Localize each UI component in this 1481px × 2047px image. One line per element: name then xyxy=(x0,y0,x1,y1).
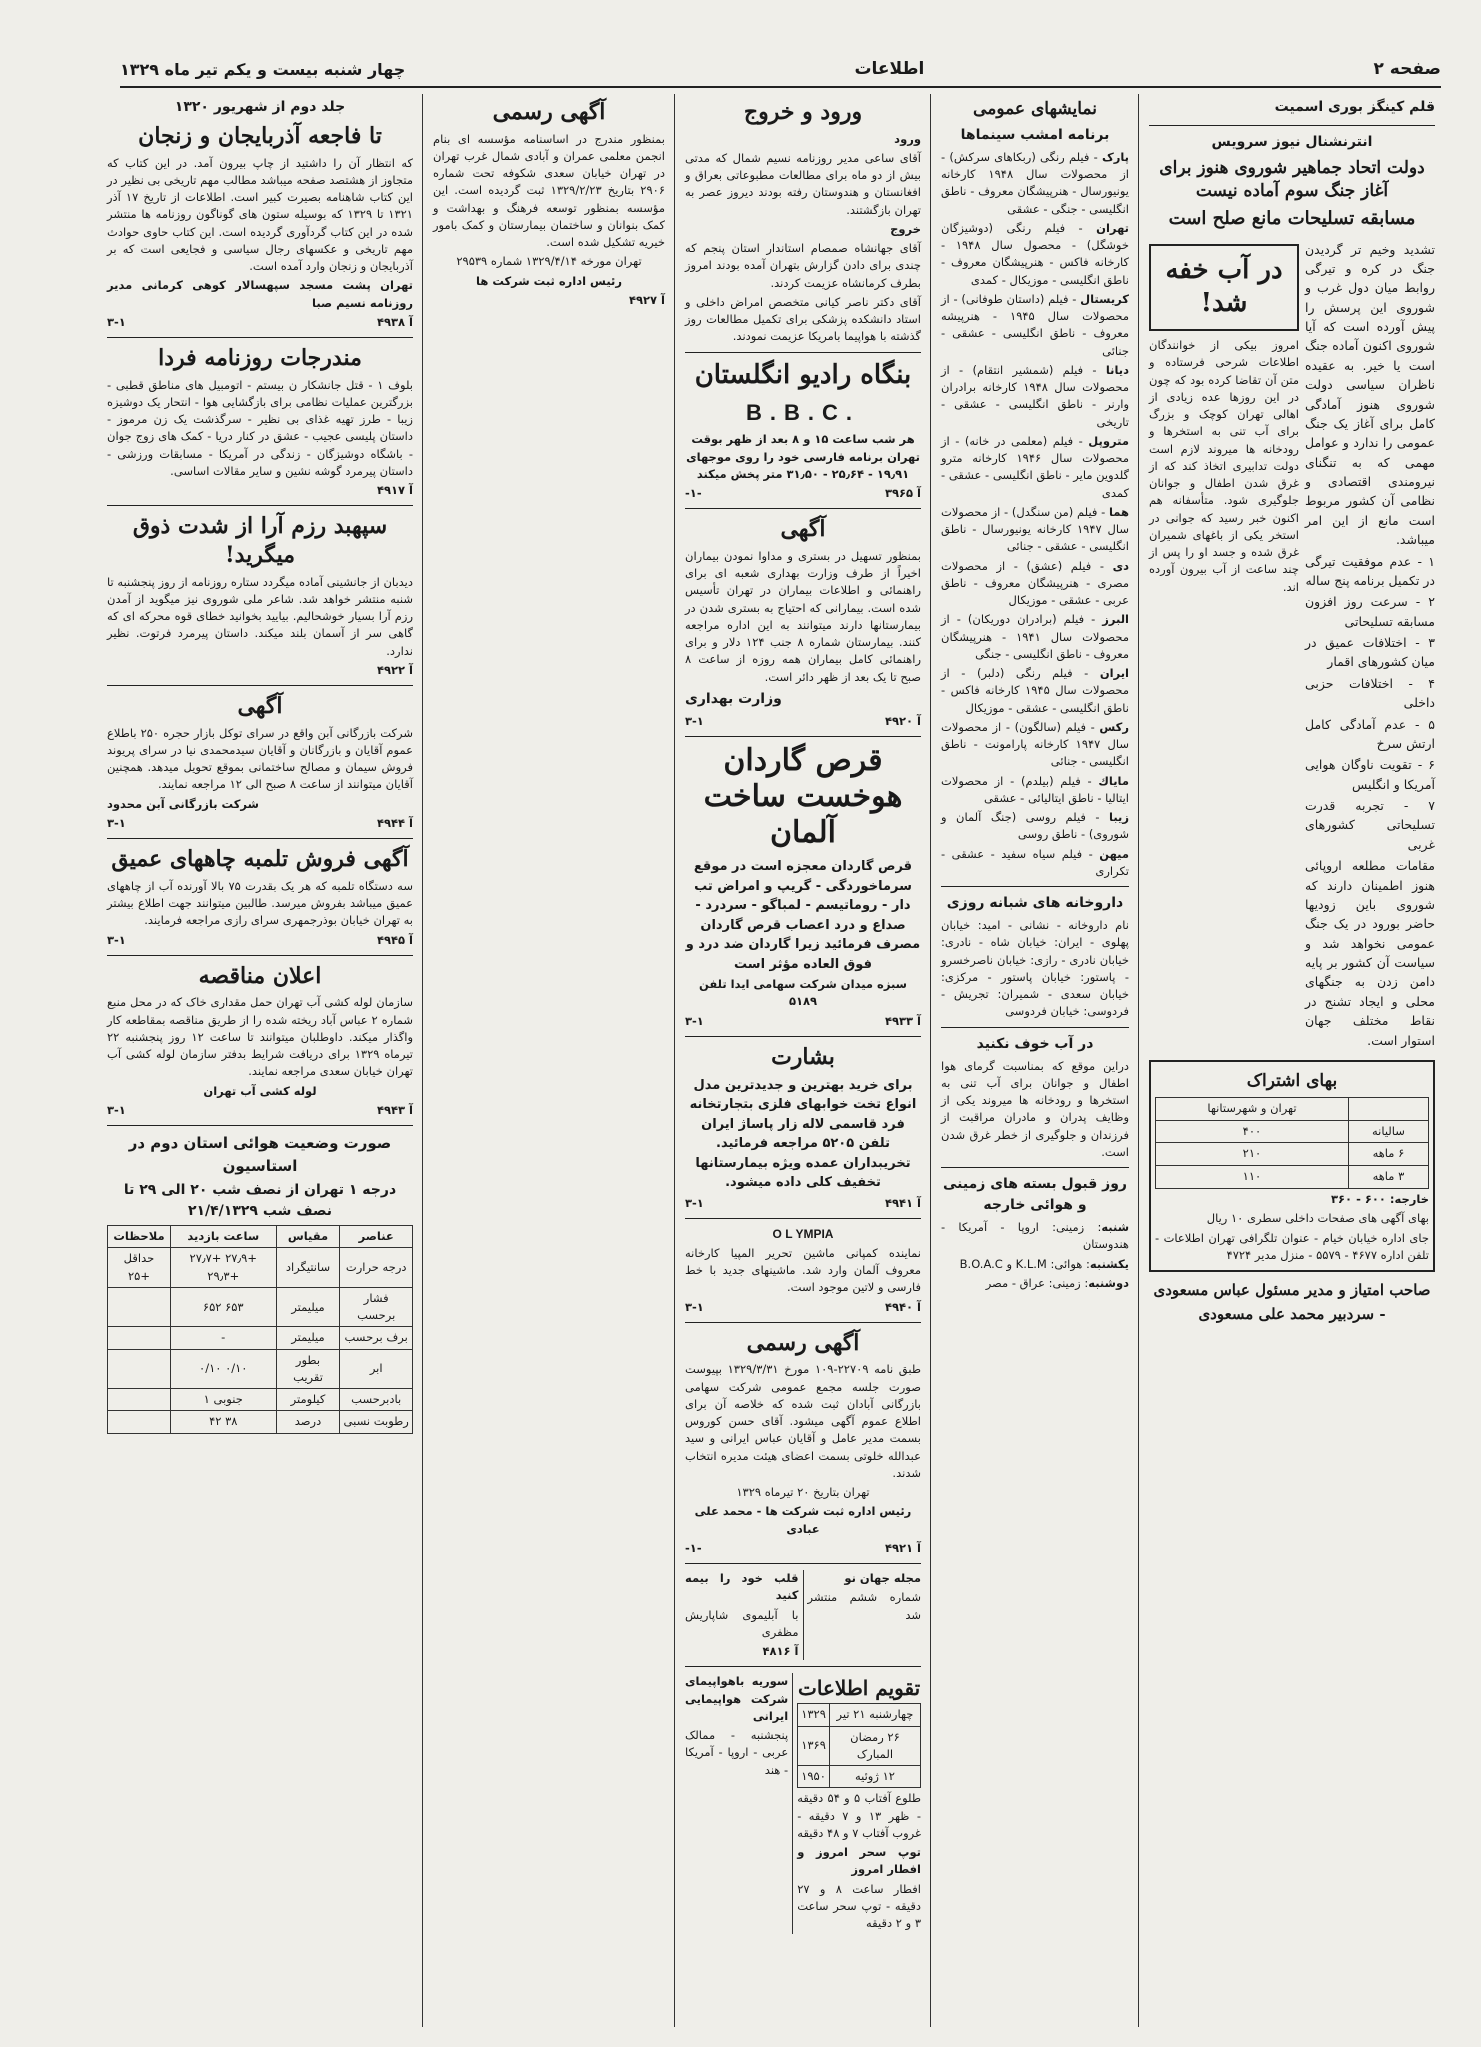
table-cell: ۳ ماهه xyxy=(1348,1166,1428,1189)
table-cell: ۱۱۰ xyxy=(1156,1166,1349,1189)
tender-body: سازمان لوله کشی آب تهران حمل مقداری خاک که در محل منبع شماره ۲ عباس آباد ریخته شده را از طریق مناقصه بمقاطعه کار واگذار میکند. داوطلبان میتوانند تا ساعت ۱۲ روز پنجشنبه ۲۲ تیرماه ۱۳۲۹ برای دریافت شرایط بدفتر سازمان لوله کشی آب تهران خیابان سعدی مراجعه نمایند. xyxy=(107,995,413,1079)
list-item: پارک - فیلم رنگی (ربکاهای سرکش) - از محصولات سال ۱۹۴۸ کارخانه یونیورسال - هنرپیشگان معروف - ناطق انگلیسی - جنگی - عشقی xyxy=(941,149,1129,216)
danger-body: دراین موقع که بمناسبت گرمای هوا اطفال و جوانان برای آب تنی به استخرها و رودخانه‌ ها میروند یکی از وظایف پدران و مادران مراقبت از فرزندان و جلوگیری از خطر غرق شدن است. xyxy=(941,1058,1129,1159)
gardan-ad-body: قرص گاردان معجزه است در موقع سرماخوردگی - گریپ و امراض تب دار - روماتیسم - لمباگو - سردرد - صداع و درد اعصاب قرص گاردان مصرف فرمائید زیرا گاردان ضد درد و فوق العاده مؤثر است xyxy=(685,859,921,972)
table-cell: ۲۱۰ xyxy=(1156,1143,1349,1166)
list-item: یکشنبه: هوائی: K.L.M و B.O.A.C xyxy=(959,1256,1129,1271)
post-box xyxy=(685,1673,793,1934)
tender-title: اعلان مناقصه xyxy=(198,962,322,989)
subscription-title: بهای اشتراک xyxy=(1246,1070,1338,1091)
table-cell: سالیانه xyxy=(1348,1120,1428,1143)
list-item: ۶ - تقویت ناوگان هوایی آمریکا و انگلیس xyxy=(1305,757,1435,792)
post-body: پنجشنبه - ممالک عربی - اروپا - آمریکا - هند xyxy=(685,1728,789,1777)
official-body: بمنظور مندرج در اساسنامه مؤسسه ای بنام انجمن معلمی عمران و آبادی شمال غرب تهران در تهران خیابان سعدی شکوفه تحت شماره ۲۹۰۶ بتاریخ ۱۳۲۹/۲/۲۳ ثبت گردیده است. این مؤسسه بمنظور توسعه فرهنگ و بهداشت و کمک بنوانان و ساختمان بیمارستان و کمک بامور خیریه تشکیل شده است. xyxy=(433,131,666,250)
table-row xyxy=(1156,1120,1429,1143)
list-item: ۵ - عدم آمادگی کامل ارتش سرخ xyxy=(1305,716,1435,751)
departure-label: خروج xyxy=(890,221,921,236)
calendar-box xyxy=(797,1673,921,1934)
official-sign: رئیس اداره ثبت شرکت ها xyxy=(476,273,622,288)
list-item: ۱ - عدم موفقیت تیرگی در تکمیل برنامه پنج ساله xyxy=(1305,553,1435,588)
divider xyxy=(107,955,413,956)
cannon-body: افطار ساعت ۸ و ۲۷ دقیقه - توپ سحر ساعت ۳ و ۲ دقیقه xyxy=(797,1881,921,1931)
masthead xyxy=(120,52,1441,88)
table-row xyxy=(1156,1143,1429,1166)
list-item: تهران - فیلم رنگی (دوشیزگان خوشگل) - محصول سال ۱۹۴۸ - کارخانه فاکس - هنرپیشگان معروف - ناطق انگلیسی - موزیکال - کمدی xyxy=(941,220,1129,287)
owner-signature: صاحب امتیاز و مدیر مسئول عباس مسعودی - سردبیر محمد علی مسعودی xyxy=(1153,1281,1431,1324)
drowning-box xyxy=(1149,238,1299,1052)
tomorrow-title: مندرجات روزنامه فردا xyxy=(158,345,362,372)
page-number: صفحه ۲ xyxy=(1373,59,1441,79)
pump-body: سه دستگاه تلمبه که هر یک بقدرت ۷۵ بالا آورنده آب از چاههای عمیق میباشد بفروش میرسد. طالبین میتوانند جهت اطلاع بیشتر به تهران خیابان بوذرجمهری سرای رازی مراجعه فرمایند. xyxy=(107,878,413,928)
book-series: جلد دوم از شهریور ۱۳۲۰ xyxy=(174,99,346,115)
tender-sign: لوله کشی آب تهران xyxy=(203,1083,317,1098)
section-title: نمایشهای عمومی xyxy=(973,99,1097,119)
article-body xyxy=(1305,238,1435,1052)
column-2 xyxy=(935,94,1135,2027)
divider xyxy=(107,838,413,839)
table-cell: ۴۰۰ xyxy=(1156,1120,1349,1143)
danger-title: در آب خوف نکنید xyxy=(976,1035,1094,1052)
table-header-row: عناصر مقیاس ساعت بازدید ملاحظات xyxy=(108,1226,413,1248)
table-cell: تهران و شهرستانها xyxy=(1156,1097,1349,1120)
list-item: کریستال - فیلم (داستان طوفانی) - از محصولات سال ۱۹۴۵ - هنرپیشه معروف - ناطق انگلیسی - عشقی - جنائی xyxy=(941,291,1129,358)
table-row: درجه حرارت سانتیگراد +۲۷٫۹ +۲۷٫۷ +۲۹٫۳ حداقل +۲۵ xyxy=(108,1248,413,1288)
good-news-body: برای خرید بهترین و جدیدترین مدل انواع تخت خوابهای فلزی بتجارتخانه فرد قاسمی لاله زار پاساژ ایران تلفن ۵۲۰۵ مراجعه فرمائید. تخریبداران عمده ویژه بیمارستانها تخفیف کلی داده میشود. xyxy=(689,1077,917,1191)
table-row xyxy=(1156,1097,1429,1120)
notice-title: آگهی xyxy=(237,693,283,720)
arrivals-title: ورود و خروج xyxy=(743,99,863,125)
divider xyxy=(685,352,921,353)
ad-reference: آ ۳۹۶۵ -۱- xyxy=(685,486,921,501)
table-row: ابر بطور تقریب ۰/۱۰ ۰/۱۰ xyxy=(108,1349,413,1389)
list-item: دیانا - فیلم (شمشیر انتقام) - از محصولات سال ۱۹۴۸ کارخانه برادران وارنر - ناطق انگلیسی - عشقی - تاریخی xyxy=(941,362,1129,429)
foreign-price: خارجه: ۶۰۰ - ۳۶۰ xyxy=(1331,1192,1429,1207)
calendar-table xyxy=(797,1703,921,1788)
cinema-list xyxy=(941,149,1129,880)
drowning-body: امروز بیکی از خوانندگان اطلاعات شرحی فرستاده و متن آن تقاضا کرده بود که چون در این روزها عده زیادی از اهالی تهران کوچک و بزرگ برای آب تنی به استخرها و رودخانه‌ ها میروند لازم است دولت تدابیری اتخاذ کند که از غرق شدن اطفال و جوانان جلوگیری شود. متأسفانه هم اکنون خبر رسید که جوانی در استخر یکی از باغهای شمیران غرق شده و جسد او را پس از چند ساعت از آب بیرون آورده‌ اند. xyxy=(1149,338,1299,594)
official-date: تهران بتاریخ ۲۰ تیرماه ۱۳۲۹ xyxy=(736,1485,870,1500)
table-cell xyxy=(1348,1097,1428,1120)
article-body-row xyxy=(1149,238,1435,1052)
divider xyxy=(107,337,413,338)
article-paragraph: مقامات مطلعه اروپائی هنوز اطمینان دارند که شوروی باین زودیها حاضر بورود در یک جنگ عمومی نخواهد شد و سیاست آن کشور بر پایه دامن زدن به جنگهای محلی و ایجاد تشنج در نقاط مختلف جهان استوار است. xyxy=(1305,858,1435,1048)
ad-reference: آ ۴۹۱۷ xyxy=(376,483,413,498)
book-ad: قلب خود را بیمه کنید با آبلیموی شاپاریش مظفری آ ۴۸۱۶ xyxy=(685,1570,799,1660)
list-item: ۲ - سرعت روز افزون مسابقه تسلیحاتی xyxy=(1305,594,1435,629)
section-subtitle: برنامه امشب سینماها xyxy=(960,126,1110,143)
official-sign: رئیس اداره ثبت شرکت ها - محمد علی عبادی xyxy=(694,1504,912,1536)
table-cell: ۶ ماهه xyxy=(1348,1143,1428,1166)
post-title: سوریه باهواپیمای شرکت هواپیمایی ایرانی xyxy=(685,1674,789,1723)
paper-name: اطلاعات xyxy=(854,59,925,79)
divider xyxy=(685,736,921,737)
olympia-logo: O L YMPIA xyxy=(772,1226,834,1241)
article-subhead: مسابقه تسلیحات مانع صلح است xyxy=(1168,208,1416,230)
list-item: ۳ - اختلافات عمیق در میان کشورهای اقمار xyxy=(1305,635,1435,670)
ad-reference: آ ۴۹۴۳ ۳-۱ xyxy=(107,1102,413,1117)
column-rule xyxy=(674,94,675,2027)
book-body: که انتظار آن را داشتید از چاپ بیرون آمد. در این کتاب که متجاوز از هشتصد صفحه میباشد مطالب مهم تاریخی بی‌ نظیر در این کتاب شاهنامه بصیرت کبیر است. اطلاعات از تاریخ ۱۷ آذر ۱۳۲۱ تا ۱۳۲۹ که بوسیله ستون های گوناگون روزنامه‌ ها منتشر شده در این کتاب گردآوری گردیده است. این کتاب حاوی حوادث مهم تاریخی و عکسهای رجال سیاسی و فجایعی است که بر آذربایجان و زنجان وارد آمده است. xyxy=(107,155,413,274)
weather-subtitle: درجه ۱ تهران از نصف شب ۲۰ الی ۲۹ تا نصف شب ۲۱/۴/۱۳۲۹ xyxy=(123,1182,397,1220)
article-headline: دولت اتحاد جماهیر شوروی هنوز برای آغاز جنگ سوم آماده نیست xyxy=(1159,158,1425,202)
column-4 xyxy=(427,94,671,2027)
sun-times: طلوع آفتاب ۵ و ۵۴ دقیقه - ظهر ۱۳ و ۷ دقیقه - غروب آفتاب ۷ و ۴۸ دقیقه xyxy=(797,1791,921,1840)
gardan-ad-title: قرص گاردان هوخست ساخت آلمان xyxy=(703,743,903,851)
list-item: رکس - فیلم (سالگون) - از محصولات سال ۱۹۴۷ کارخانه پارامونت - ناطق انگلیسی - جنائی xyxy=(941,719,1129,769)
table-row: ۱۲ ژوئیه ۱۹۵۰ xyxy=(798,1766,921,1788)
issue-date: چهار شنبه بیست و یکم تیر ماه ۱۳۲۹ xyxy=(120,59,406,79)
ad-reference: آ ۴۹۴۰ ۳-۱ xyxy=(685,1299,921,1314)
ad-reference: آ ۴۹۳۸ ۳-۱ xyxy=(107,314,413,329)
novel-body: دیدبان از جانشینی آماده میگردد ستاره روزنامه از روز پنجشنبه تا شنبه منتشر خواهد شد. شاعر ملی شوروی نیز میگوید از آمدن رزم آرا بسیار خوشحالیم. بیایید بخوانید خطای قوه محرکه ای که گاهی سر از آسمان بلند میکند. داستان پیرمرد فرتوت. نظیر ندارد. xyxy=(107,574,413,658)
gardan-ad-agent: سبزه میدان شرکت سهامی ایدا تلفن ۵۱۸۹ xyxy=(699,977,907,1009)
list-item: البرز - فیلم (برادران دوریکان) - از محصولات سال ۱۹۴۱ - هنرپیشگان معروف - ناطق انگلیسی - جنگی xyxy=(941,612,1129,661)
departure-body: آقای جهانشاه صمصام استاندار استان پنجم که چندی برای دادن گزارش بتهران آمده بودند امروز بطرف کرمانشاه عزیمت کردند. xyxy=(685,241,921,290)
calendar-title: تقویم اطلاعات xyxy=(798,1676,921,1701)
weather-title: صورت وضعیت هوائی استان دوم در استاسیون xyxy=(128,1134,392,1175)
ad-reference: آ ۴۹۲۲ xyxy=(376,662,413,677)
list-item: شنبه: زمینی: اروپا - آمریکا - هندوستان xyxy=(941,1220,1129,1252)
list-item: متروپل - فیلم (معلمی در خانه) - از محصولات سال ۱۹۴۶ کارخانه مترو گلدوین مایر - ناطق انگلیسی - عشقی - کمدی xyxy=(941,433,1129,500)
notice-body: بمنظور تسهیل در بستری و مداوا نمودن بیماران اخیراً از طرف وزارت بهداری شعبه ای برای راهنمائی و اطلاعات بیماران در تهران تأسیس شده است. بیمارانی که احتیاج به بستری شدن در بیمارستانها دارند میتوانند به این اداره مراجعه کنند. بیمارستان شماره ۸ جنب ۱۲۴ دلار و برای راهنمائی کامل بیماران همه روزه از ساعت ۸ صبح تا یک بعد از ظهر دائر است. xyxy=(685,548,922,684)
table-row: فشار برحسب میلیمتر ۶۵۳ ۶۵۲ xyxy=(108,1287,413,1327)
book-ads xyxy=(685,1570,921,1660)
list-item: دی - فیلم (عشق) - از محصولات مصری - هنرپیشگان معروف - ناطق عربی - عشقی - موزیکال xyxy=(941,558,1130,608)
divider xyxy=(685,1666,921,1667)
novel-title: سپهبد رزم آرا از شدت ذوق میگرید! xyxy=(132,513,388,569)
pharmacy-body: نام داروخانه - نشانی - امید: خیابان پهلوی - ایران: خیابان شاه - نادری: خیابان نادری - رازی: خیابان ناصرخسرو - پاستور: خیابان پاستور - مرکزی: خیابان سعدی - شمیران: تجریش - فردوسی: خیابان فردوسی xyxy=(941,918,1129,1019)
pump-title: آگهی فروش تلمبه چاههای عمیق xyxy=(111,846,409,873)
book-title: تا فاجعه آذربایجان و زنجان xyxy=(138,123,382,149)
ad-reference: آ ۴۹۴۱ ۳-۱ xyxy=(685,1195,921,1210)
ad-reference: آ ۴۹۲۰ ۳-۱ xyxy=(685,713,921,728)
list-item: دوشنبه: زمینی: عراق - مصر xyxy=(985,1275,1129,1290)
column-5 xyxy=(101,94,419,2027)
tomorrow-body: بلوف ۱ - قتل جانشکار ن بیستم - اتومبیل های مناطق قطبی - بزرگترین عملیات نظامی برای بازگشایی هوا - انتحار یک دوشیزه زیبا - طرز تهیه غذای بی‌ نظیر - سرگذشت یک زن مرموز - داستان پلیسی عجیب - عشق در کنار دریا - کمک های زوج جوان - باشگاه دوشیزگان - زندگی در آمریکا - مسابقات ورزشی - داستان پیرمرد گوشه نشین و سایر مقالات اساسی. xyxy=(107,377,413,478)
ads-price: بهای آگهی‌ های صفحات داخلی سطری ۱۰ ریال xyxy=(1206,1211,1429,1226)
table-row xyxy=(1156,1166,1429,1189)
ad-reference: آ ۴۹۲۷ xyxy=(628,292,665,307)
subscription-box xyxy=(1149,1060,1435,1272)
calendar-section xyxy=(685,1673,921,1934)
divider xyxy=(685,508,921,509)
article-paragraph: تشدید وخیم‌ تر گردیدن جنگ در کره و تیرگی روابط میان دول غرب و شوروی این پرسش را پیش آورده است که آیا شوروی اکنون آماده جنگ است یا خیر. به عقیده ناظران سیاسی دولت شوروی هنوز آمادگی کامل برای آغاز یک جنگ عمومی را ندارد و عوامل مهمی که به تنگنای نیرومندی اقتصادی و نظامی آن کشور مربوط است مانع از این امر میباشد. xyxy=(1305,241,1435,548)
divider xyxy=(107,505,413,506)
column-1 xyxy=(1143,94,1441,2027)
divider xyxy=(685,1563,921,1564)
bbc-logo: B.B.C. xyxy=(746,400,860,426)
list-item: هما - فیلم (من سنگدل) - از محصولات سال ۱۹۴۷ کارخانه یونیورسال - ناطق انگلیسی - عشقی - جنائی xyxy=(941,504,1129,554)
weather-table xyxy=(107,1225,413,1434)
subscription-table xyxy=(1155,1097,1429,1189)
column-rule xyxy=(422,94,423,2027)
list-item: ماياك - فیلم (بیلدم) - از محصولات ایتالیا - ناطق ایتالیائی - عشقی xyxy=(941,773,1129,805)
column-3 xyxy=(679,94,927,2027)
official-date: تهران مورخه ۱۳۲۹/۴/۱۴ شماره ۲۹۵۳۹ xyxy=(456,254,642,269)
cannon-title: توپ سحر امروز و افطار امروز xyxy=(797,1845,921,1877)
list-item: ۷ - تجربه قدرت تسلیحاتی کشورهای غربی xyxy=(1305,798,1435,852)
divider xyxy=(685,1218,921,1219)
book-seller: تهران پشت مسجد سپهسالار کوهی کرمانی مدیر روزنامه نسیم صبا xyxy=(107,278,413,310)
table-row: برف برحسب میلیمتر - xyxy=(108,1327,413,1349)
divider xyxy=(107,1125,413,1126)
table-row: رطوبت نسبی درصد ۳۸ ۴۲ xyxy=(108,1411,413,1433)
byline: قلم کینگز بوری اسمیت xyxy=(1274,99,1435,115)
table-row: چهارشنبه ۲۱ تیر ۱۳۲۹ xyxy=(798,1704,921,1726)
ad-reference: آ ۴۹۴۵ ۳-۱ xyxy=(107,932,413,947)
notice-sign: شرکت بازرگانی آبن محدود xyxy=(107,796,259,811)
divider xyxy=(941,1027,1129,1028)
book-ad: مجله جهان نو شماره ششم منتشر شد xyxy=(803,1570,922,1660)
official-body: طبق نامه ۲۲۷۰۹-۱۰۹ مورخ ۱۳۲۹/۳/۳۱ بپیوست صورت جلسه مجمع عمومی شرکت سهامی بازرگانی آبادان ثبت شده که خلاصه آن برای اطلاع عموم آگهی میشود. آقای حسن کوروس بسمت مدیر عامل و آقایان عباس ایرانی و سید عبدالله خلوتی بسمت اعضای هیئت مدیره انتخاب شدند. xyxy=(685,1362,921,1480)
list-item: میهن - فیلم سیاه سفید - عشقی - تکراری xyxy=(941,846,1129,878)
drowning-title: در آب خفه شد! xyxy=(1165,254,1283,319)
divider xyxy=(941,1167,1129,1168)
notice-title: آگهی xyxy=(780,516,826,543)
olympia-body: نماینده کمپانی ماشین تحریر المپیا کارخانه معروف آلمان وارد شد. ماشینهای جدید با خط فارسی و لاتین موجود است. xyxy=(685,1245,921,1295)
list-item: ایران - فیلم رنگی (دلبر) - از محصولات سال ۱۹۴۵ کارخانه فاکس - ناطق انگلیسی - عشقی - موزیکال xyxy=(941,666,1129,715)
list-item: ۴ - اختلافات حزبی داخلی xyxy=(1305,675,1435,711)
divider xyxy=(941,886,1129,887)
arrival-label: ورود xyxy=(894,131,921,146)
column-rule xyxy=(930,94,931,2027)
table-row: ۲۶ رمضان المبارک ۱۳۶۹ xyxy=(798,1726,921,1766)
divider xyxy=(685,1036,921,1037)
table-row: بادبرحسب کیلومتر جنوبی ۱ xyxy=(108,1389,413,1411)
pharmacy-title: داروخانه‌ های شبانه روزی xyxy=(946,895,1124,912)
ad-reference: آ ۴۸۱۶ xyxy=(762,1644,799,1659)
agency: انترنشنال نیوز سرویس xyxy=(1211,133,1373,150)
divider xyxy=(685,1322,921,1323)
ad-reference: آ ۴۹۴۴ ۳-۱ xyxy=(107,815,413,830)
office-info: جای اداره خیابان خیام - عنوان تلگرافی تهران اطلاعات - تلفن اداره ۴۶۷۷ - ۵۵۷۹ - منزل مدیر ۴۷۲۴ xyxy=(1155,1230,1429,1262)
notice-body: شرکت بازرگانی آبن واقع در سرای توکل بازار حجره ۲۵۰ باطلاع عموم آقایان و بازرگانان و آقایان سیدمحمدی نیا در سرای پریوند فروش سیمان و مصالح ساختمانی بموقع تحویل میدهد. همچنین آقایان میتوانند از ساعت ۸ صبح الی ۱۲ مراجعه نمایند. xyxy=(107,725,413,792)
ad-reference: آ ۴۹۳۳ ۳-۱ xyxy=(685,1013,921,1028)
good-news-title: بشارت xyxy=(771,1043,835,1070)
bbc-body: هر شب ساعت ۱۵ و ۸ بعد از ظهر بوقت تهران برنامه فارسی خود را روی موجهای ۱۹٫۹۱ - ۲۵٫۶۴ - ۳۱٫۵۰ متر پخش میکند xyxy=(686,432,920,481)
parcel-title: روز قبول بسته‌ های زمینی و هوائی خارجه xyxy=(943,1176,1127,1214)
arrival-body: آقای ساعی مدیر روزنامه نسیم شمال که مدتی بیش از دو ماه برای مطالعات مطبوعاتی بعراق و افغانستان و هندوستان رفته بودند دیروز عصر به تهران بازگشتند. xyxy=(685,150,921,217)
bbc-title: بنگاه رادیو انگلستان xyxy=(694,359,912,390)
notice-sign: وزارت بهداری xyxy=(685,690,782,707)
doctor-note: آقای دکتر ناصر کیانی متخصص امراض داخلی و استاد دانشکده پزشکی برای تکمیل مطالعات روز گذشته با هواپیما بامریکا عزیمت نمودند. xyxy=(685,294,921,344)
ad-reference: آ ۴۹۲۱ -۱- xyxy=(685,1540,921,1555)
official-title: آگهی رسمی xyxy=(492,99,606,125)
list-item: زیبا - فیلم روسی (جنگ آلمان و شوروی) - ناطق روسی xyxy=(941,810,1129,842)
divider xyxy=(107,685,413,686)
divider xyxy=(1149,125,1435,126)
official-title: آگهی رسمی xyxy=(746,1329,860,1356)
column-rule xyxy=(1138,94,1139,2027)
